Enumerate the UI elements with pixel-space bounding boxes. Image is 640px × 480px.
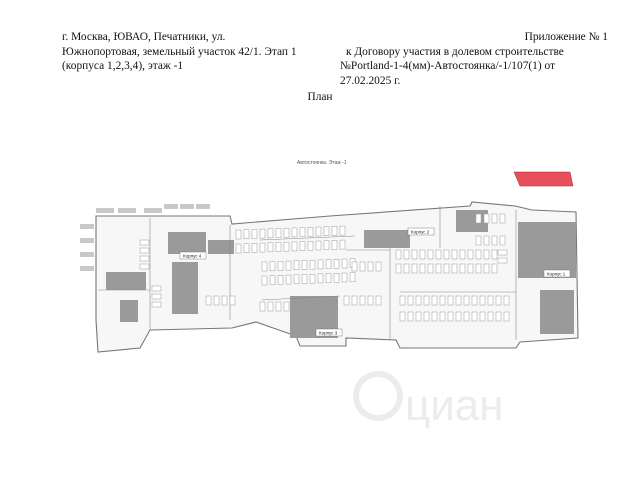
parking-stall	[284, 242, 289, 251]
parking-stall	[396, 264, 401, 273]
parking-stall	[268, 243, 273, 252]
parking-stall	[412, 264, 417, 273]
parking-stall	[472, 296, 477, 305]
parking-stall	[270, 262, 275, 271]
parking-stall	[294, 275, 299, 284]
parking-stall	[440, 296, 445, 305]
parking-stall	[448, 296, 453, 305]
contract-line: 27.02.2025 г.	[340, 74, 401, 87]
parking-stall	[500, 236, 505, 245]
parking-stall	[332, 240, 337, 249]
parking-stall	[360, 262, 365, 271]
parking-stall	[488, 296, 493, 305]
parking-stall	[424, 312, 429, 321]
parking-stall	[400, 312, 405, 321]
parking-stall	[236, 244, 241, 253]
parking-stall	[498, 250, 507, 255]
parking-stall	[456, 312, 461, 321]
parking-stall	[400, 296, 405, 305]
parking-stall	[376, 262, 381, 271]
parking-stall	[152, 286, 161, 291]
highlighted-zone	[514, 172, 573, 186]
label-korpus-2: Корпус 2	[411, 229, 430, 235]
parking-stall	[276, 243, 281, 252]
parking-stall	[484, 214, 489, 223]
parking-stall	[484, 236, 489, 245]
parking-stall	[286, 261, 291, 270]
parking-stall	[484, 264, 489, 273]
parking-stall	[236, 230, 241, 239]
parking-stall	[300, 242, 305, 251]
parking-stall	[262, 276, 267, 285]
parking-stall	[476, 214, 481, 223]
parking-stall	[344, 296, 349, 305]
parking-stall	[408, 312, 413, 321]
parking-stall	[318, 260, 323, 269]
parking-stall	[416, 296, 421, 305]
parking-stall	[408, 296, 413, 305]
parking-stall	[448, 312, 453, 321]
parking-stall	[302, 275, 307, 284]
parking-stall	[152, 294, 161, 299]
parking-stall	[498, 258, 507, 263]
label-korpus-4: Корпус 4	[183, 253, 202, 259]
parking-stall	[460, 250, 465, 259]
parking-stall	[444, 264, 449, 273]
parking-stall	[480, 296, 485, 305]
parking-stall	[420, 264, 425, 273]
parking-stall	[334, 259, 339, 268]
parking-stall	[352, 262, 357, 271]
parking-stall	[214, 296, 219, 305]
parking-stall	[492, 264, 497, 273]
parking-stall	[140, 248, 149, 253]
parking-stall	[140, 256, 149, 261]
parking-stall	[444, 250, 449, 259]
parking-stall	[252, 243, 257, 252]
watermark-logo	[356, 374, 504, 430]
parking-stall	[206, 296, 211, 305]
parking-stall	[292, 228, 297, 237]
parking-stall	[140, 264, 149, 269]
parking-stall	[492, 236, 497, 245]
parking-stall	[332, 226, 337, 235]
parking-stall	[468, 264, 473, 273]
parking-stall	[368, 262, 373, 271]
parking-stall	[376, 296, 381, 305]
parking-stall	[140, 240, 149, 245]
parking-stall	[294, 261, 299, 270]
parking-stall	[424, 296, 429, 305]
parking-stall	[500, 214, 505, 223]
watermark-text: циан	[405, 381, 504, 430]
parking-stall	[452, 250, 457, 259]
parking-stall	[276, 302, 281, 311]
parking-stall	[460, 264, 465, 273]
parking-stall	[222, 296, 227, 305]
document-title: План	[307, 91, 333, 103]
parking-stall	[260, 302, 265, 311]
parking-stall	[456, 296, 461, 305]
parking-stall	[340, 240, 345, 249]
parking-stall	[286, 275, 291, 284]
parking-stall	[492, 250, 497, 259]
parking-stall	[484, 250, 489, 259]
parking-stall	[352, 296, 357, 305]
parking-stall	[300, 228, 305, 237]
parking-stall	[492, 214, 497, 223]
parking-stall	[268, 302, 273, 311]
parking-stall	[428, 250, 433, 259]
label-korpus-1: Корпус 1	[547, 271, 566, 277]
parking-stall	[496, 296, 501, 305]
parking-stall	[326, 274, 331, 283]
parking-stall	[270, 276, 275, 285]
parking-stall	[244, 230, 249, 239]
parking-stall	[476, 250, 481, 259]
parking-stall	[488, 312, 493, 321]
parking-stall	[260, 229, 265, 238]
parking-stall	[284, 302, 289, 311]
appendix-number: Приложение № 1	[524, 31, 608, 43]
parking-stall	[252, 229, 257, 238]
parking-stall	[504, 312, 509, 321]
label-korpus-3: Корпус 3	[319, 330, 338, 336]
parking-stall	[244, 244, 249, 253]
parking-stall	[152, 302, 161, 307]
parking-stall	[308, 227, 313, 236]
parking-stall	[342, 273, 347, 282]
parking-stall	[464, 296, 469, 305]
parking-stall	[440, 312, 445, 321]
parking-stall	[316, 241, 321, 250]
parking-stall	[326, 260, 331, 269]
parking-stall	[412, 250, 417, 259]
parking-stall	[262, 262, 267, 271]
address-line: г. Москва, ЮВАО, Печатники, ул.	[62, 31, 226, 43]
address-line: (корпуса 1,2,3,4), этаж -1	[62, 60, 184, 73]
parking-stall	[396, 250, 401, 259]
parking-stall	[452, 264, 457, 273]
parking-stall	[334, 273, 339, 282]
parking-stall	[416, 312, 421, 321]
parking-stall	[284, 228, 289, 237]
parking-stall	[436, 250, 441, 259]
parking-stall	[428, 264, 433, 273]
parking-stall	[310, 274, 315, 283]
parking-stall	[404, 264, 409, 273]
parking-stall	[464, 312, 469, 321]
parking-stall	[278, 261, 283, 270]
parking-stall	[342, 259, 347, 268]
plan-caption: Автостоянка. Этаж -1	[297, 160, 347, 166]
contract-line: к Договору участия в долевом строительстве	[346, 45, 564, 58]
parking-stall	[278, 275, 283, 284]
parking-stall	[368, 296, 373, 305]
parking-stall	[472, 312, 477, 321]
address-line: Южнопортовая, земельный участок 42/1. Этап 1	[62, 45, 297, 58]
parking-stall	[340, 226, 345, 235]
parking-stall	[268, 229, 273, 238]
parking-stall	[476, 264, 481, 273]
parking-stall	[432, 296, 437, 305]
parking-stall	[504, 296, 509, 305]
parking-stall	[476, 236, 481, 245]
parking-stall	[230, 296, 235, 305]
parking-stall	[316, 227, 321, 236]
parking-stall	[404, 250, 409, 259]
parking-stall	[468, 250, 473, 259]
parking-stall	[318, 274, 323, 283]
parking-stall	[308, 241, 313, 250]
parking-stall	[436, 264, 441, 273]
parking-stall	[350, 273, 355, 282]
parking-stall	[480, 312, 485, 321]
parking-stall	[292, 242, 297, 251]
parking-stall	[310, 260, 315, 269]
parking-stall	[420, 250, 425, 259]
parking-stall	[324, 227, 329, 236]
parking-stall	[260, 243, 265, 252]
parking-stall	[432, 312, 437, 321]
parking-stall	[324, 241, 329, 250]
parking-stall	[360, 296, 365, 305]
parking-stall	[496, 312, 501, 321]
parking-stall	[302, 261, 307, 270]
parking-stall	[276, 229, 281, 238]
contract-line: №Portland-1-4(мм)-Автостоянка/-1/107(1) от	[340, 60, 556, 73]
